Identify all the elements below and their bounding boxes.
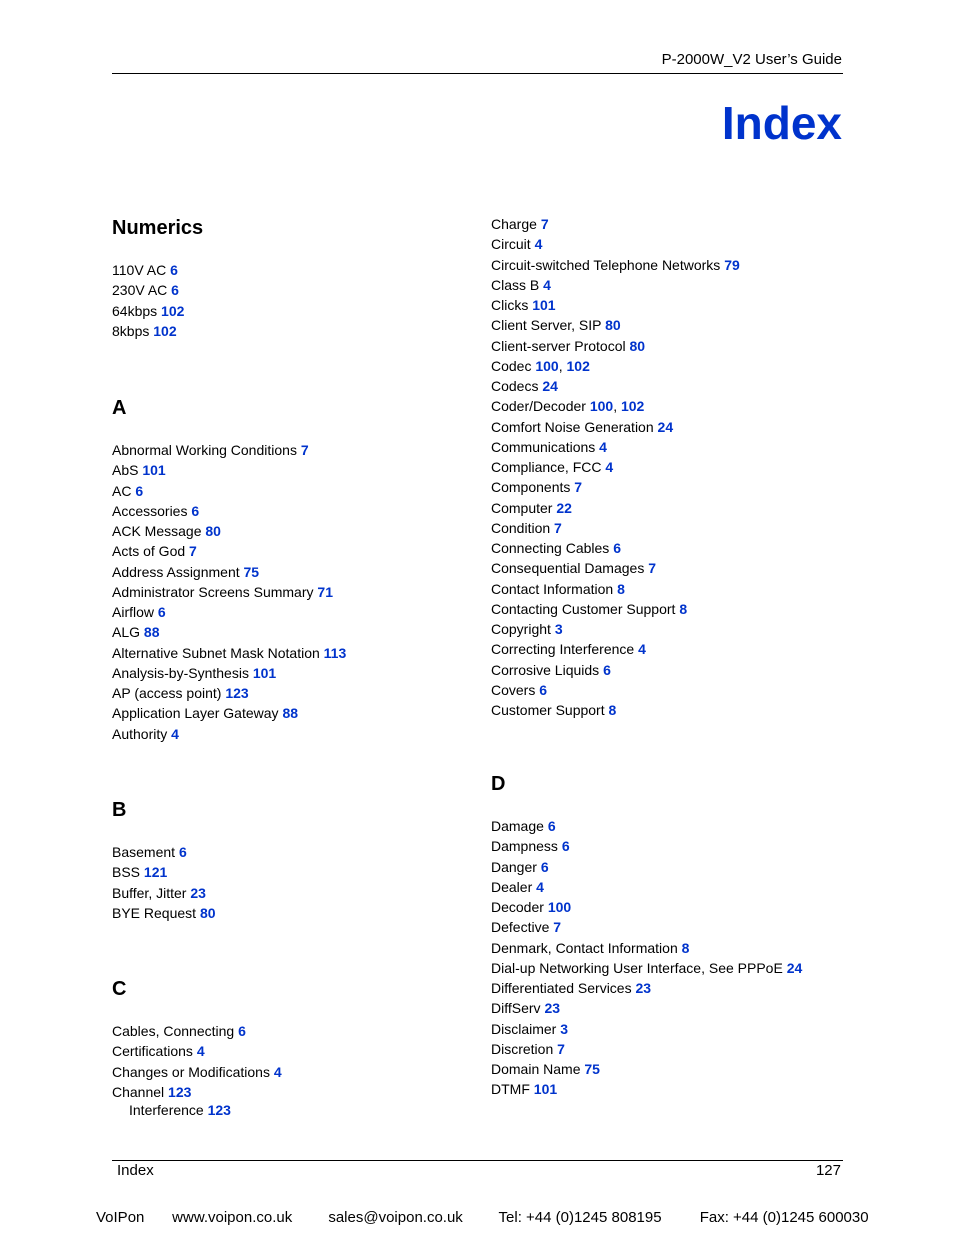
page-link[interactable]: 100 [547,899,572,915]
contact-tel: Tel: +44 (0)1245 808195 [498,1209,662,1226]
page-link[interactable]: 6 [539,681,548,698]
index-entry [491,938,802,958]
index-term: Dealer [491,878,533,895]
page-link[interactable]: 88 [143,624,160,641]
page-link[interactable]: 4 [196,1043,205,1060]
page-link[interactable]: 3 [554,621,563,637]
page-link[interactable]: 7 [189,543,197,560]
page-link[interactable]: 7 [553,919,562,936]
index-term: Acts of God [112,543,186,560]
page-heading: Index [721,97,842,149]
index-entry [112,562,346,582]
page-link[interactable]: 3 [560,1020,569,1037]
index-entry [112,883,216,903]
index-entry [491,579,740,599]
index-entry [112,301,203,321]
index-term: AP (access point) [112,685,222,701]
page-link[interactable]: 101 [533,1081,558,1098]
contact-bar [96,1209,869,1226]
index-term: Client-server Protocol [491,337,626,354]
index-term: Consequential Damages [491,560,645,577]
index-entry [491,234,740,254]
index-entry [112,481,346,501]
index-entry [112,724,346,744]
index-term: Authority [112,725,168,742]
index-term: Alternative Subnet Mask Notation [112,644,320,661]
page-link[interactable]: 80 [605,317,621,334]
section-title: A [112,397,127,419]
page-link[interactable]: 4 [638,641,646,658]
page-link[interactable]: 7 [557,1040,565,1057]
index-entry [491,417,740,437]
section-title: C [112,978,127,1000]
page-link[interactable]: 4 [171,725,179,742]
page-link[interactable]: 23 [544,1000,561,1017]
page-link[interactable]: 88 [282,705,299,722]
index-term: AC [112,482,132,499]
index-entry: Coder/Decoder 100, 102 [491,398,645,415]
index-term: Codec [491,357,532,374]
index-term: Computer [491,499,553,516]
index-entry [112,440,346,460]
page-link[interactable]: 123 [207,1102,231,1118]
page-link[interactable]: 22 [556,499,572,516]
index-entry [491,538,740,558]
index-term: AbS [112,462,139,479]
index-term: 110V AC [112,262,167,278]
index-term: Address Assignment [112,563,240,580]
index-term: Contacting Customer Support [491,600,676,617]
page-link[interactable]: 80 [629,337,646,354]
index-subentry [112,1102,282,1119]
index-term: 64kbps [112,302,158,319]
index-entry-list [112,440,346,744]
index-entry [491,275,740,295]
index-entry [112,280,203,300]
index-entry [491,639,740,659]
page-link[interactable]: 6 [171,282,179,299]
page-link[interactable]: 8 [608,702,617,718]
index-term: Cables, Connecting [112,1023,235,1039]
index-entry-list [491,816,802,1100]
page-link[interactable]: 80 [205,523,221,539]
index-entry [491,376,740,396]
index-entry [491,1039,802,1059]
index-term: Class B [491,276,540,293]
index-entry [491,700,740,720]
header-rule [112,73,843,74]
index-entry [491,599,740,619]
page-link[interactable]: 6 [547,818,556,834]
index-entry [491,437,740,457]
index-entry: Codec 100, 102 [491,357,590,374]
page-link[interactable]: 6 [135,482,144,499]
index-entry [491,998,802,1018]
page-link[interactable]: 24 [542,378,558,394]
index-term: Comfort Noise Generation [491,418,654,435]
index-term: ALG [112,624,141,641]
contact-website[interactable]: www.voipon.co.uk [172,1209,293,1226]
index-entry [491,558,740,578]
index-entry [112,602,346,622]
index-entry-list [112,842,216,923]
index-term: Buffer, Jitter [112,884,187,901]
index-term: Covers [491,681,536,698]
index-entry [112,1041,282,1061]
section-title: Numerics [112,217,204,239]
index-entry-list [112,260,203,341]
index-term: Dampness [491,838,558,855]
index-term: Domain Name [491,1061,581,1077]
index-term: Corrosive Liquids [491,661,600,678]
index-entry [491,477,740,497]
section-title: B [112,799,127,821]
index-term: Damage [491,818,544,834]
page-link[interactable]: 6 [603,661,611,678]
index-term: Contact Information [491,580,614,597]
page-link[interactable]: 101 [252,664,277,681]
index-entry [491,877,802,897]
index-term: Client Server, SIP [491,317,602,334]
contact-company: VoIPon [96,1209,145,1226]
index-term: Copyright [491,621,551,637]
index-section [112,396,346,744]
page-link[interactable]: 102 [161,302,185,319]
index-section [112,977,282,1119]
index-term: DiffServ [491,1000,541,1017]
index-entry-list [112,1021,282,1119]
index-term: BYE Request [112,904,197,921]
page-link[interactable]: 24 [786,959,803,976]
index-section [112,216,203,341]
page-link[interactable]: 101 [532,297,556,313]
page-link[interactable]: 101 [142,462,166,479]
index-entry [112,862,216,882]
page-link[interactable]: 4 [273,1063,282,1080]
page-link[interactable]: 7 [554,519,562,536]
index-section [112,798,216,923]
index-term: Changes or Modifications [112,1063,270,1080]
page-link[interactable]: 113 [323,644,347,661]
page-link[interactable]: 123 [225,685,249,701]
index-term: Condition [491,519,551,536]
page-link[interactable]: 7 [540,216,549,232]
index-entry [112,260,203,280]
index-entry [491,660,740,680]
index-section [491,772,802,1100]
index-term: Codecs [491,378,539,394]
index-term: Accessories [112,502,188,519]
footer-section: Index [117,1162,154,1179]
index-entry [491,214,740,234]
index-entry [491,897,802,917]
page-link[interactable]: 71 [317,583,333,600]
contact-fax: Fax: +44 (0)1245 600030 [699,1209,869,1226]
index-entry [112,582,346,602]
index-entry [491,836,802,856]
index-term: Disclaimer [491,1020,557,1037]
page-link[interactable]: 24 [657,418,674,435]
page-link[interactable]: 6 [540,858,549,875]
page-link[interactable]: 100 [535,357,559,374]
index-entry [112,703,346,723]
index-entry [491,498,740,518]
header-guide-title: P-2000W_V2 User’s Guide [661,51,842,68]
index-term: Circuit-switched Telephone Networks [491,256,721,273]
page-link[interactable]: 4 [599,438,607,455]
index-term: Charge [491,216,537,232]
page-link[interactable]: 102 [153,322,177,339]
index-entry [491,255,740,275]
index-entry [112,1062,282,1082]
index-entry-list [491,214,740,720]
index-term: Analysis-by-Synthesis [112,664,249,681]
index-entry [491,680,740,700]
index-entry [491,958,802,978]
index-entry [491,816,802,836]
index-term: Administrator Screens Summary [112,583,314,600]
index-term: Airflow [112,604,155,620]
index-term: Application Layer Gateway [112,705,279,722]
index-entry [112,321,203,341]
footer-page-number: 127 [815,1162,841,1179]
page-link[interactable]: 6 [170,262,178,278]
index-term: Correcting Interference [491,641,635,658]
index-entry [112,663,346,683]
index-term: Components [491,479,571,496]
index-entry [112,460,346,480]
index-entry [491,518,740,538]
index-term: Denmark, Contact Information [491,939,678,956]
footer-rule [112,1160,843,1161]
page-link[interactable]: 123 [168,1083,192,1100]
index-term: ACK Message [112,523,202,539]
page-link[interactable]: 8 [681,939,690,956]
index-term: Connecting Cables [491,540,610,556]
index-term: Decoder [491,899,544,915]
page-link[interactable]: 8 [617,580,625,597]
page-link[interactable]: 23 [635,980,652,996]
contact-email[interactable]: sales@voipon.co.uk [328,1209,463,1226]
page-link[interactable]: 4 [536,878,544,895]
index-term: DTMF [491,1081,530,1098]
page-link[interactable]: 6 [613,540,621,556]
index-term: Coder/Decoder [491,398,586,415]
index-entry [112,903,216,923]
index-entry [491,857,802,877]
section-title: D [491,773,506,795]
index-entry [491,336,740,356]
page-link[interactable]: 75 [243,563,260,580]
page-link[interactable]: 7 [648,560,657,577]
page-link[interactable]: 6 [238,1023,246,1039]
index-entry [491,295,740,315]
index-entry [112,683,346,703]
index-entry [491,315,740,335]
index-term: Defective [491,919,550,936]
page-link[interactable]: 121 [143,864,168,881]
page-link[interactable]: 102 [566,357,590,374]
index-entry [112,521,346,541]
page-link[interactable]: 100 [589,398,614,415]
index-entry [112,1082,282,1102]
index-entry [491,1079,802,1099]
index-term: Certifications [112,1043,193,1060]
page-link[interactable]: 6 [157,604,166,620]
index-entry [112,842,216,862]
index-entry [112,501,346,521]
page-link[interactable]: 23 [190,884,206,901]
index-entry [112,541,346,561]
index-term: Differentiated Services [491,980,632,996]
index-entry [491,619,740,639]
index-term: Clicks [491,297,529,313]
index-term: 230V AC [112,282,168,299]
index-term: Danger [491,858,537,875]
page-link[interactable]: 7 [574,479,583,496]
page-link[interactable]: 8 [679,600,688,617]
page-link[interactable]: 4 [605,459,614,475]
page-link[interactable]: 79 [724,256,740,273]
index-term: Basement [112,844,176,860]
index-entry [112,643,346,663]
index-entry [112,1021,282,1041]
index-term: Channel [112,1083,165,1100]
index-entry [112,622,346,642]
page-link[interactable]: 4 [543,276,551,293]
index-section [491,214,740,720]
index-term: Interference [129,1102,204,1118]
page-link[interactable]: 6 [178,844,187,860]
index-entry [491,1059,802,1079]
index-entry [491,457,740,477]
index-term: 8kbps [112,322,150,339]
index-entry [491,1019,802,1039]
page-link[interactable]: 80 [199,904,216,921]
index-term: Abnormal Working Conditions [112,442,297,458]
index-term: Compliance, FCC [491,459,602,475]
index-term: Dial-up Networking User Interface, See PPPoE [491,959,783,976]
page-link[interactable]: 7 [300,442,309,458]
index-entry [491,917,802,937]
page-link[interactable]: 6 [561,838,570,855]
index-term: Customer Support [491,702,605,718]
page-link[interactable]: 6 [191,502,200,519]
page-link[interactable]: 102 [620,398,645,415]
index-term: Circuit [491,236,531,253]
index-term: Discretion [491,1040,554,1057]
index-entry [491,978,802,998]
index-term: Communications [491,438,596,455]
page-link[interactable]: 4 [534,236,543,253]
page-link[interactable]: 75 [584,1061,600,1077]
index-term: BSS [112,864,141,881]
